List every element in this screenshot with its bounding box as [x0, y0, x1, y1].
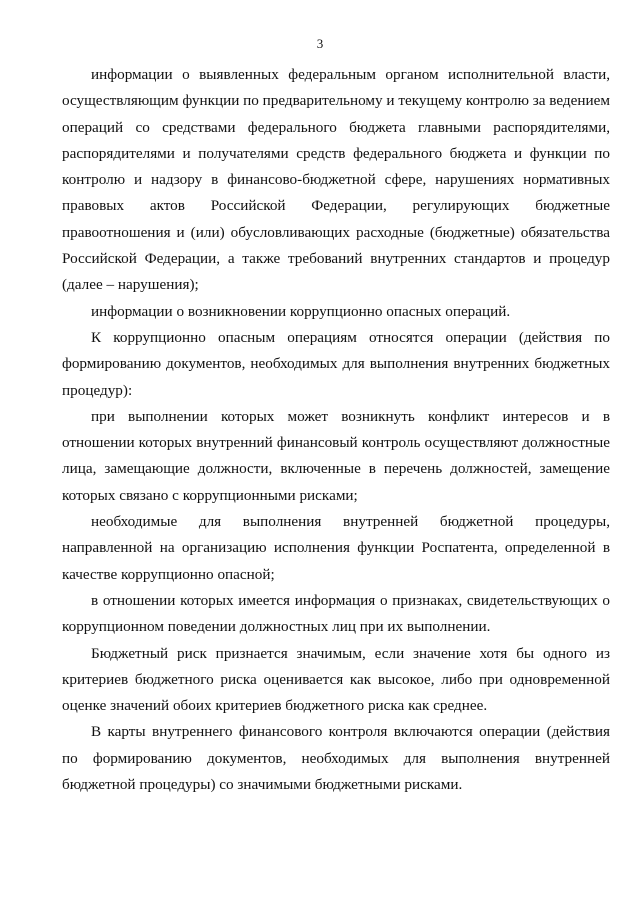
page-number: 3: [316, 36, 324, 51]
paragraph-corruption-ops-definition: К коррупционно опасным операциям относятся операции (действия по формированию документов, необходимых для выполнения внутренних бюджетных процедур):: [62, 328, 610, 399]
paragraph-violations-info: информации о выявленных федеральным органом исполнительной власти, осуществляющим функции по предварительному и текущему контролю за ведением операций со средствами федерального бюджета главными распорядителями, распорядителями и получателями средств федерального бюджета и функции по контролю и надзору в финансово-бюджетной сфере, нарушениях нормативных правовых актов Российской Федерации, регулирующих бюджетные правоотношения и (или) обусловливающих расходные (бюджетные) обязательства Российской Федерации, а также требований внутренних стандартов и процедур (далее – нарушения);: [62, 66, 611, 294]
paragraph-corrupt-behavior-info: в отношении которых имеется информация о признаках, свидетельствующих о коррупционном поведении должностных лиц при их выполнении.: [62, 591, 610, 636]
paragraph-conflict-of-interest: при выполнении которых может возникнуть конфликт интересов и в отношении которых внутренний финансовый контроль осуществляют должностные лица, замещающие должности, включенные в перечень должностей, замещение которых связано с коррупционными рисками;: [62, 407, 610, 504]
paragraph-corruption-ops-info: информации о возникновении коррупционно опасных операций.: [91, 302, 511, 320]
paragraph-control-cards: В карты внутреннего финансового контроля включаются операции (действия по формированию документов, необходимых для выполнения внутренней бюджетной процедуры) со значимыми бюджетными рисками.: [62, 723, 610, 794]
paragraph-significant-risk: Бюджетный риск признается значимым, если значение хотя бы одного из критериев бюджетного риска оценивается как высокое, либо при одновременной оценке значений обоих критериев бюджетного риска как среднее.: [62, 644, 610, 715]
paragraph-budget-procedure: необходимые для выполнения внутренней бюджетной процедуры, направленной на организацию исполнения функции Роспатента, определенной в качестве коррупционно опасной;: [62, 513, 610, 583]
document-body: [62, 62, 610, 798]
